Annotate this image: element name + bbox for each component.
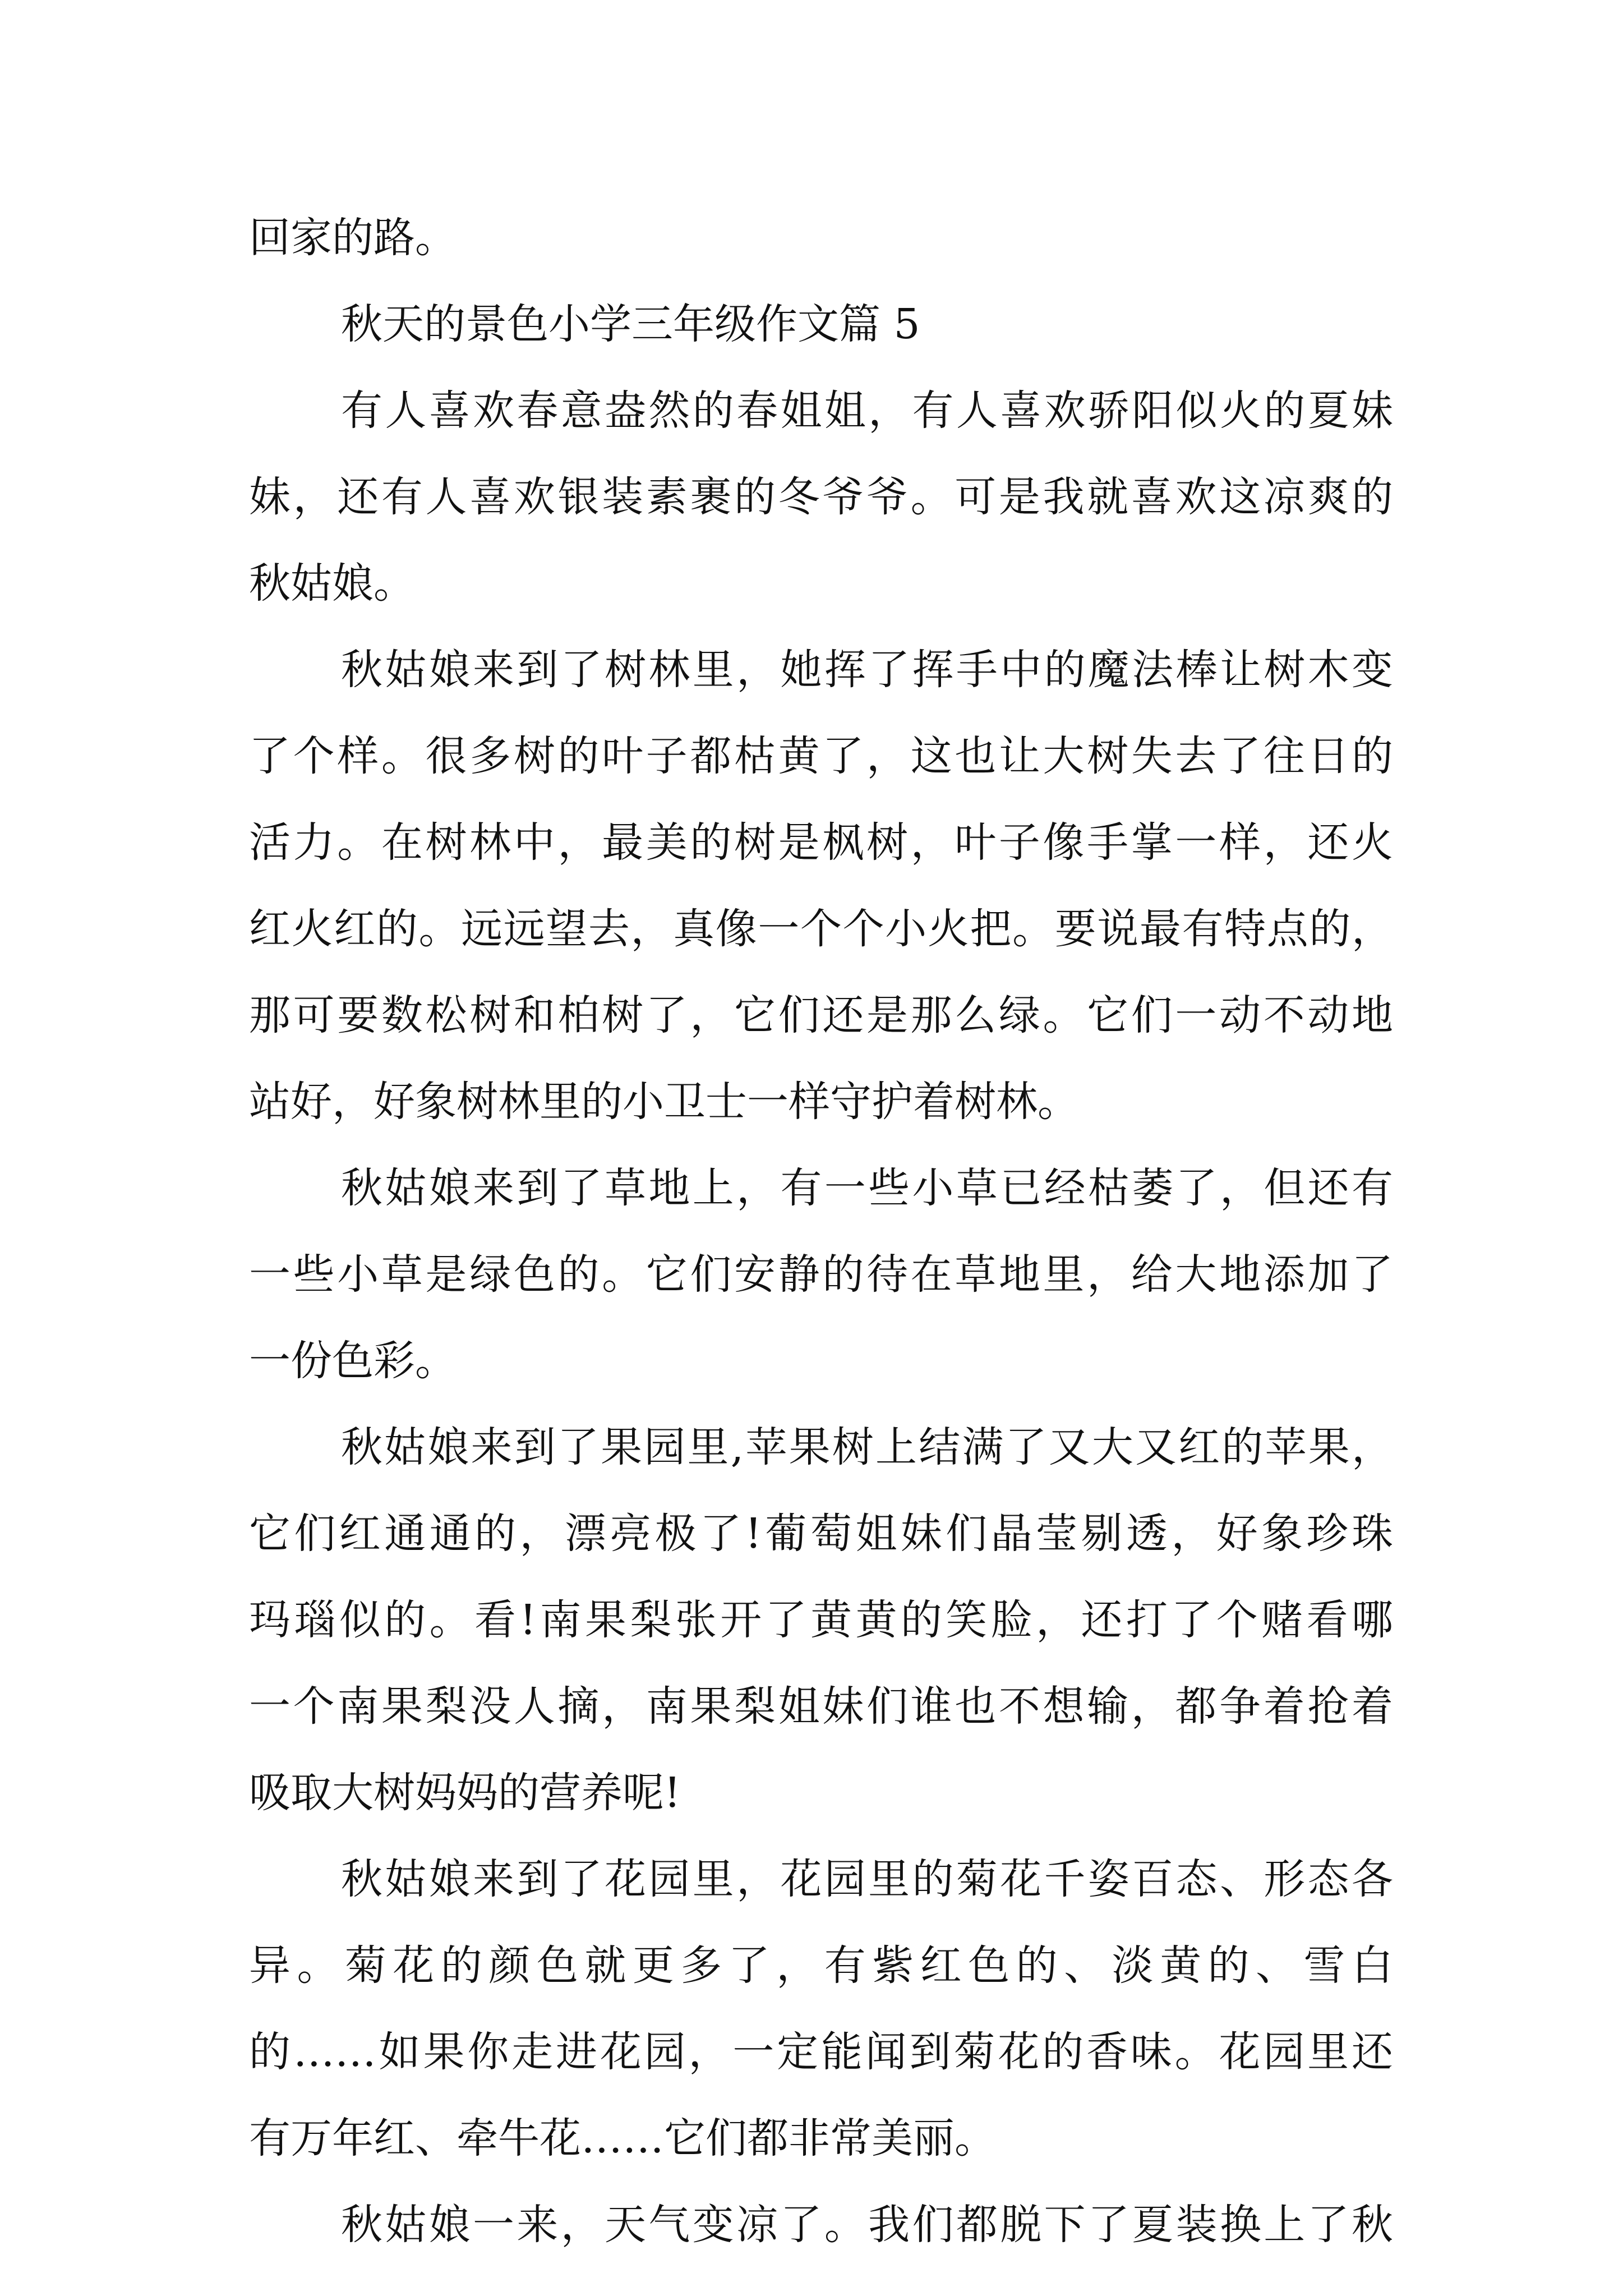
text-line: 秋姑娘来到了树林里，她挥了挥手中的魔法棒让树木变 (341, 646, 1393, 694)
text-line: 玛瑙似的。看!南果梨张开了黄黄的笑脸，还打了个赌看哪 (249, 1596, 1393, 1644)
text-line: 回家的路。 (249, 214, 457, 262)
text-line: 那可要数松树和柏树了，它们还是那么绿。它们一动不动地 (249, 991, 1393, 1039)
text-line: 活力。在树林中，最美的树是枫树，叶子像手掌一样，还火 (249, 818, 1393, 867)
text-line: 秋姑娘一来，天气变凉了。我们都脱下了夏装换上了秋 (341, 2201, 1393, 2249)
text-line: 一个南果梨没人摘，南果梨姐妹们谁也不想输，都争着抢着 (249, 1682, 1393, 1731)
text-line: 有万年红、牵牛花……它们都非常美丽。 (249, 2114, 996, 2162)
text-line: 的……如果你走进花园，一定能闻到菊花的香味。花园里还 (249, 2028, 1393, 2076)
text-line: 它们红通通的，漂亮极了!葡萄姐妹们晶莹剔透，好象珍珠 (249, 1510, 1393, 1558)
text-line: 一些小草是绿色的。它们安静的待在草地里，给大地添加了 (249, 1250, 1393, 1299)
text-line: 妹，还有人喜欢银装素裹的冬爷爷。可是我就喜欢这凉爽的 (249, 473, 1393, 521)
text-line: 秋姑娘来到了果园里,苹果树上结满了又大又红的苹果， (341, 1423, 1393, 1471)
text-line: 站好，好象树林里的小卫士一样守护着树林。 (249, 1078, 1079, 1126)
section-heading: 秋天的景色小学三年级作文篇 5 (341, 300, 920, 348)
text-line: 秋姑娘。 (249, 559, 415, 608)
text-line: 异。菊花的颜色就更多了，有紫红色的、淡黄的、雪白 (249, 1941, 1393, 1990)
text-line: 有人喜欢春意盎然的春姐姐，有人喜欢骄阳似火的夏妹 (341, 386, 1393, 435)
text-line: 秋姑娘来到了草地上，有一些小草已经枯萎了，但还有 (341, 1164, 1393, 1212)
text-line: 秋姑娘来到了花园里，花园里的菊花千姿百态、形态各 (341, 1855, 1393, 1903)
text-line: 了个样。很多树的叶子都枯黄了，这也让大树失去了往日的 (249, 732, 1393, 780)
text-line: 一份色彩。 (249, 1337, 457, 1385)
text-line: 红火红的。远远望去，真像一个个小火把。要说最有特点的， (249, 905, 1393, 953)
text-line: 吸取大树妈妈的营养呢! (249, 1769, 681, 1817)
